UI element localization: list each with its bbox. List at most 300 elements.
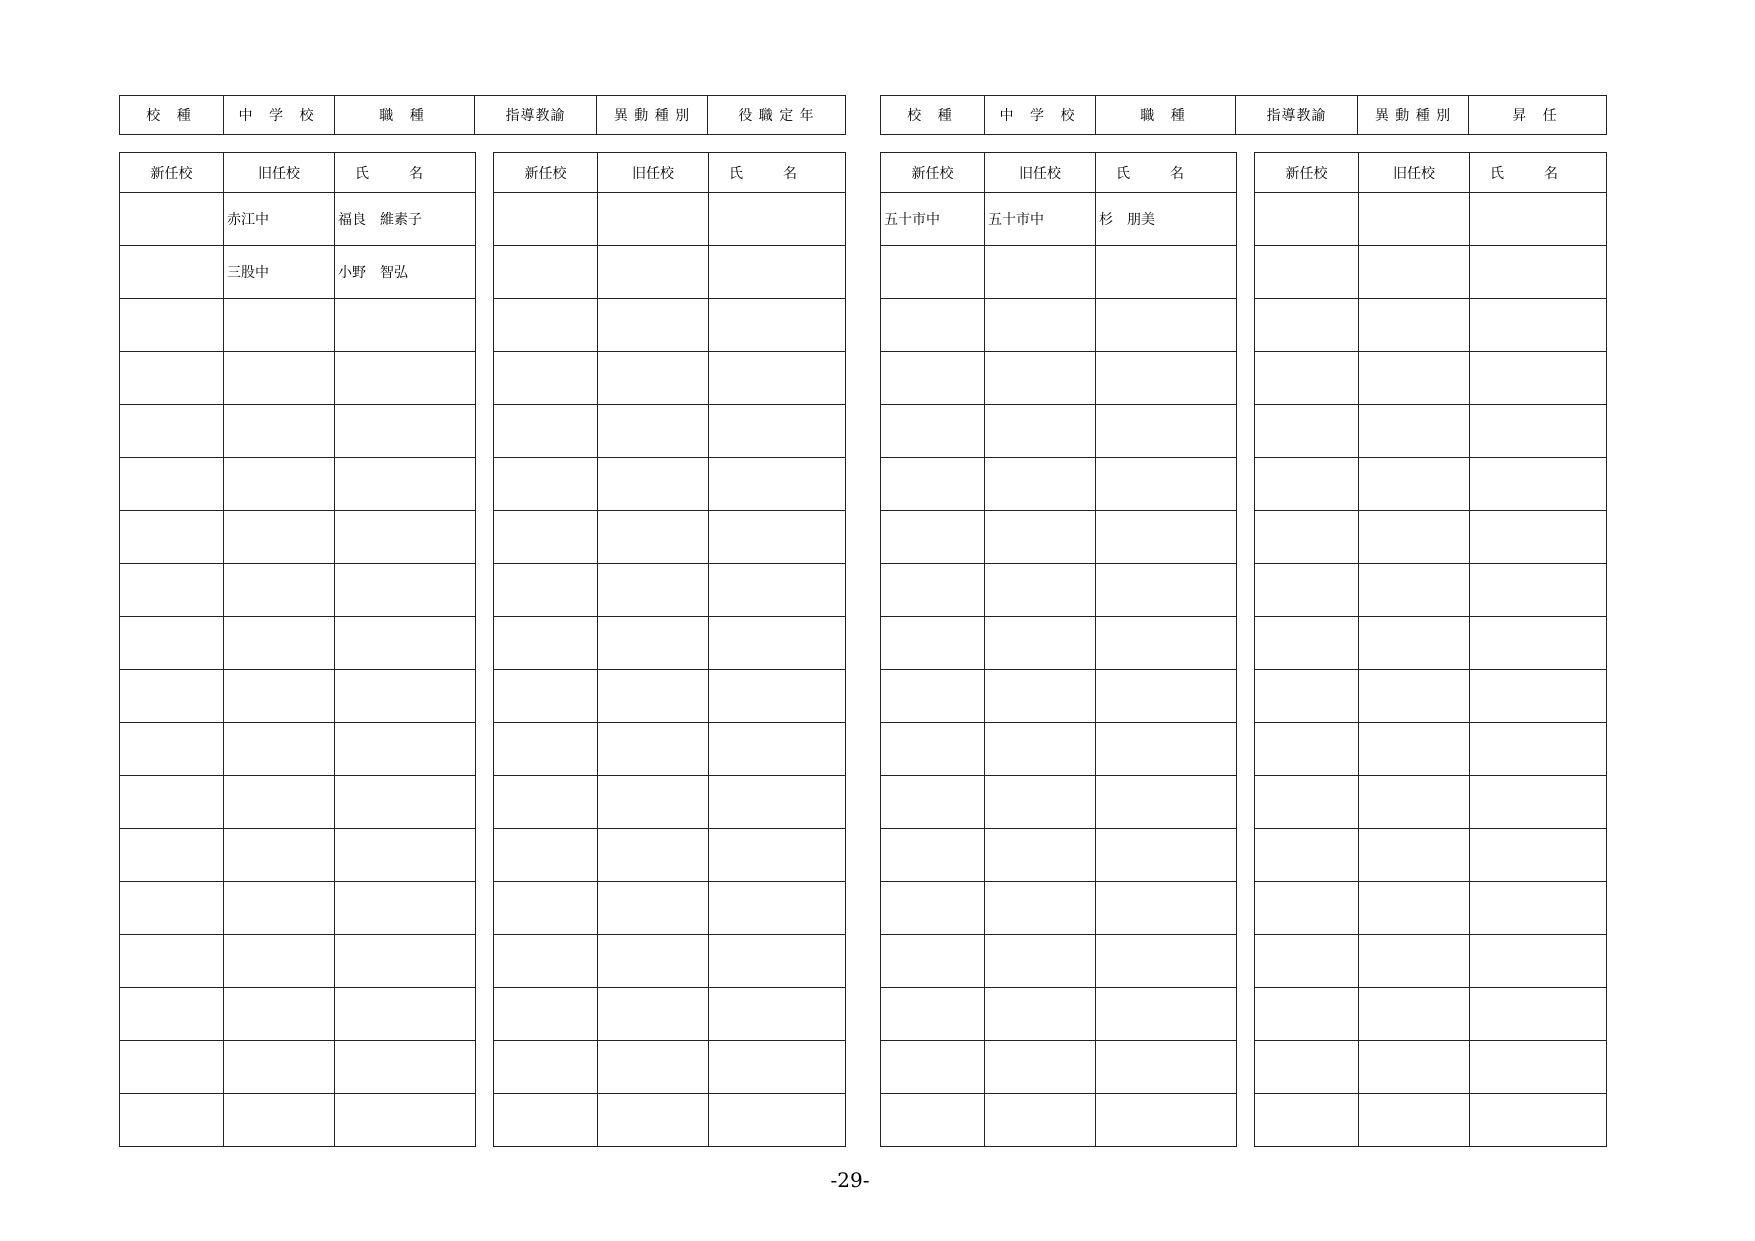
cell-name xyxy=(335,405,476,458)
cell-new-school xyxy=(1255,405,1359,458)
header-job-type-value: 指導教諭 xyxy=(475,96,597,135)
table-row xyxy=(1255,246,1607,299)
table-row xyxy=(494,352,846,405)
cell-old-school xyxy=(224,670,335,723)
table-row xyxy=(1255,670,1607,723)
table-row xyxy=(120,1041,476,1094)
table-row xyxy=(881,617,1237,670)
cell-old-school xyxy=(985,670,1096,723)
cell-name xyxy=(1470,193,1607,246)
cell-new-school xyxy=(120,617,224,670)
cell-new-school xyxy=(120,193,224,246)
table-row xyxy=(881,670,1237,723)
cell-name xyxy=(1470,935,1607,988)
cell-new-school xyxy=(881,829,985,882)
cell-name xyxy=(709,1094,846,1147)
roster-table-4 xyxy=(1254,152,1607,1147)
table-row xyxy=(881,352,1237,405)
table-row xyxy=(1255,458,1607,511)
cell-old-school xyxy=(1359,723,1470,776)
cell-name xyxy=(1470,670,1607,723)
cell-old-school xyxy=(1359,988,1470,1041)
table-row xyxy=(494,511,846,564)
cell-name xyxy=(1470,617,1607,670)
cell-old-school xyxy=(1359,193,1470,246)
cell-old-school xyxy=(1359,670,1470,723)
cell-old-school xyxy=(985,246,1096,299)
cell-old-school xyxy=(598,723,709,776)
cell-old-school xyxy=(598,564,709,617)
cell-old-school xyxy=(985,405,1096,458)
cell-new-school xyxy=(1255,193,1359,246)
header-school-type-value: 中 学 校 xyxy=(224,96,335,135)
cell-new-school xyxy=(881,1094,985,1147)
cell-new-school xyxy=(881,617,985,670)
cell-old-school xyxy=(598,617,709,670)
cell-name xyxy=(1096,829,1237,882)
cell-old-school xyxy=(598,935,709,988)
cell-name xyxy=(709,935,846,988)
table-row xyxy=(881,511,1237,564)
cell-new-school xyxy=(1255,776,1359,829)
table-row xyxy=(494,935,846,988)
table-row xyxy=(881,935,1237,988)
table-row xyxy=(1255,511,1607,564)
cell-old-school xyxy=(598,352,709,405)
column-header-name-part-1: 氏 xyxy=(1116,165,1130,182)
cell-name xyxy=(1096,617,1237,670)
cell-new-school xyxy=(881,935,985,988)
column-header-name-part-2: 名 xyxy=(783,165,797,182)
column-header-name xyxy=(1096,153,1237,193)
cell-name xyxy=(709,193,846,246)
cell-name xyxy=(335,1094,476,1147)
roster-table-3 xyxy=(880,152,1237,1147)
cell-name xyxy=(335,511,476,564)
cell-old-school xyxy=(598,511,709,564)
cell-new-school xyxy=(1255,1094,1359,1147)
table-row xyxy=(120,935,476,988)
column-header-name-part-1: 氏 xyxy=(1490,165,1504,182)
table-row xyxy=(494,564,846,617)
cell-new-school xyxy=(1255,935,1359,988)
cell-name xyxy=(1096,511,1237,564)
cell-name xyxy=(1470,882,1607,935)
cell-new-school xyxy=(1255,723,1359,776)
cell-new-school xyxy=(120,246,224,299)
cell-old-school xyxy=(598,670,709,723)
cell-old-school xyxy=(224,617,335,670)
cell-new-school xyxy=(1255,564,1359,617)
cell-name xyxy=(709,458,846,511)
cell-name xyxy=(1096,723,1237,776)
table-row xyxy=(120,193,476,246)
cell-old-school xyxy=(1359,829,1470,882)
cell-new-school xyxy=(494,670,598,723)
table-row xyxy=(120,988,476,1041)
table-row xyxy=(120,723,476,776)
cell-old-school xyxy=(598,1041,709,1094)
cell-new-school: 五十市中 xyxy=(881,193,985,246)
column-header-new-school: 新任校 xyxy=(120,153,224,193)
table-row xyxy=(494,405,846,458)
cell-old-school xyxy=(224,1094,335,1147)
column-header-new-school: 新任校 xyxy=(1255,153,1359,193)
cell-old-school xyxy=(1359,458,1470,511)
cell-name xyxy=(709,511,846,564)
cell-name xyxy=(709,564,846,617)
table-row xyxy=(120,564,476,617)
cell-old-school xyxy=(224,458,335,511)
cell-old-school xyxy=(598,988,709,1041)
column-header-old-school: 旧任校 xyxy=(224,153,335,193)
table-row xyxy=(494,829,846,882)
cell-new-school xyxy=(494,299,598,352)
cell-name xyxy=(335,299,476,352)
cell-name xyxy=(1096,299,1237,352)
table-row xyxy=(1255,193,1607,246)
table-row xyxy=(881,829,1237,882)
cell-name: 福良 維素子 xyxy=(335,193,476,246)
cell-name xyxy=(1470,564,1607,617)
header-transfer-type-label: 異 動 種 別 xyxy=(1358,96,1469,135)
cell-name xyxy=(335,670,476,723)
cell-name xyxy=(1096,564,1237,617)
cell-new-school xyxy=(881,723,985,776)
cell-name xyxy=(1470,511,1607,564)
cell-new-school xyxy=(881,246,985,299)
cell-name xyxy=(1096,246,1237,299)
table-row xyxy=(1255,617,1607,670)
cell-old-school xyxy=(598,405,709,458)
cell-new-school xyxy=(494,511,598,564)
cell-old-school xyxy=(224,988,335,1041)
table-row xyxy=(881,1041,1237,1094)
cell-new-school xyxy=(494,405,598,458)
cell-name xyxy=(335,352,476,405)
cell-new-school xyxy=(881,776,985,829)
table-row xyxy=(494,193,846,246)
cell-new-school xyxy=(881,670,985,723)
header-job-type-label: 職 種 xyxy=(335,96,475,135)
table-row xyxy=(881,1094,1237,1147)
table-row xyxy=(494,299,846,352)
cell-name xyxy=(1096,988,1237,1041)
cell-new-school xyxy=(1255,246,1359,299)
table-row xyxy=(1255,723,1607,776)
cell-old-school xyxy=(598,299,709,352)
cell-old-school xyxy=(985,299,1096,352)
cell-name xyxy=(1096,458,1237,511)
cell-old-school xyxy=(1359,511,1470,564)
cell-new-school xyxy=(120,935,224,988)
cell-old-school xyxy=(985,988,1096,1041)
table-row xyxy=(494,776,846,829)
cell-new-school xyxy=(120,882,224,935)
table-row xyxy=(120,511,476,564)
table-row xyxy=(120,352,476,405)
cell-name xyxy=(1096,1094,1237,1147)
cell-new-school xyxy=(1255,1041,1359,1094)
cell-old-school xyxy=(1359,246,1470,299)
table-row xyxy=(494,1041,846,1094)
cell-name xyxy=(1470,405,1607,458)
column-header-name-part-2: 名 xyxy=(1170,165,1184,182)
cell-old-school xyxy=(985,352,1096,405)
cell-old-school: 五十市中 xyxy=(985,193,1096,246)
cell-old-school xyxy=(224,935,335,988)
table-row xyxy=(120,617,476,670)
cell-new-school xyxy=(1255,829,1359,882)
cell-new-school xyxy=(1255,458,1359,511)
cell-name xyxy=(1470,1094,1607,1147)
table-row xyxy=(1255,1041,1607,1094)
column-header-name-part-2: 名 xyxy=(1544,165,1558,182)
cell-old-school xyxy=(598,1094,709,1147)
table-row xyxy=(494,723,846,776)
column-header-name-part-2: 名 xyxy=(409,165,423,182)
cell-old-school xyxy=(598,246,709,299)
cell-name xyxy=(1096,405,1237,458)
cell-name xyxy=(1096,935,1237,988)
cell-name xyxy=(1470,723,1607,776)
table-row xyxy=(120,670,476,723)
table-row xyxy=(1255,935,1607,988)
table-row xyxy=(881,882,1237,935)
cell-new-school xyxy=(881,458,985,511)
cell-new-school xyxy=(120,829,224,882)
roster-table-2 xyxy=(493,152,846,1147)
cell-new-school xyxy=(1255,352,1359,405)
cell-new-school xyxy=(494,935,598,988)
cell-name xyxy=(335,776,476,829)
cell-old-school xyxy=(1359,352,1470,405)
cell-old-school xyxy=(224,723,335,776)
cell-old-school xyxy=(224,1041,335,1094)
column-header-old-school: 旧任校 xyxy=(1359,153,1470,193)
cell-new-school xyxy=(120,352,224,405)
cell-name xyxy=(1096,670,1237,723)
cell-name xyxy=(1470,988,1607,1041)
table-row xyxy=(120,246,476,299)
cell-old-school xyxy=(224,882,335,935)
cell-old-school xyxy=(1359,882,1470,935)
cell-name xyxy=(335,723,476,776)
cell-name xyxy=(1096,1041,1237,1094)
cell-old-school xyxy=(224,776,335,829)
cell-old-school xyxy=(598,193,709,246)
table-row xyxy=(881,776,1237,829)
page-number: -29- xyxy=(830,1168,870,1192)
cell-new-school xyxy=(1255,617,1359,670)
cell-name xyxy=(335,617,476,670)
cell-old-school xyxy=(985,935,1096,988)
cell-name: 小野 智弘 xyxy=(335,246,476,299)
cell-new-school xyxy=(881,1041,985,1094)
table-row xyxy=(120,299,476,352)
cell-name xyxy=(709,617,846,670)
cell-old-school xyxy=(598,458,709,511)
cell-old-school xyxy=(224,829,335,882)
cell-new-school xyxy=(881,405,985,458)
cell-name xyxy=(709,723,846,776)
table-row xyxy=(120,458,476,511)
cell-new-school xyxy=(1255,299,1359,352)
table-row xyxy=(1255,988,1607,1041)
cell-name xyxy=(1470,246,1607,299)
table-row xyxy=(120,405,476,458)
header-transfer-type-value: 昇 任 xyxy=(1469,96,1607,135)
cell-new-school xyxy=(120,1041,224,1094)
cell-new-school xyxy=(120,405,224,458)
table-row xyxy=(1255,882,1607,935)
cell-old-school xyxy=(598,882,709,935)
column-header-name xyxy=(1470,153,1607,193)
cell-old-school xyxy=(1359,617,1470,670)
cell-name xyxy=(335,564,476,617)
table-row xyxy=(494,246,846,299)
header-job-type-label: 職 種 xyxy=(1096,96,1236,135)
cell-new-school xyxy=(494,882,598,935)
cell-name xyxy=(709,988,846,1041)
cell-old-school xyxy=(224,352,335,405)
table-row xyxy=(120,1094,476,1147)
table-row xyxy=(494,458,846,511)
table-row xyxy=(881,246,1237,299)
left-header-table xyxy=(119,95,846,135)
cell-name xyxy=(335,882,476,935)
cell-new-school xyxy=(881,988,985,1041)
cell-old-school xyxy=(985,776,1096,829)
column-header-new-school: 新任校 xyxy=(494,153,598,193)
cell-new-school xyxy=(120,511,224,564)
column-header-name-part-1: 氏 xyxy=(729,165,743,182)
table-row xyxy=(881,193,1237,246)
table-row xyxy=(494,670,846,723)
cell-old-school xyxy=(985,564,1096,617)
table-row xyxy=(120,882,476,935)
table-row xyxy=(494,617,846,670)
table-row xyxy=(494,1094,846,1147)
table-row xyxy=(1255,1094,1607,1147)
cell-new-school xyxy=(1255,882,1359,935)
cell-name xyxy=(1470,1041,1607,1094)
column-header-name-part-1: 氏 xyxy=(355,165,369,182)
cell-name xyxy=(1096,882,1237,935)
cell-new-school xyxy=(120,723,224,776)
header-school-type-label: 校 種 xyxy=(881,96,985,135)
cell-new-school xyxy=(120,1094,224,1147)
cell-name xyxy=(709,352,846,405)
table-row xyxy=(120,776,476,829)
table-row xyxy=(1255,405,1607,458)
cell-new-school xyxy=(881,511,985,564)
cell-new-school xyxy=(494,458,598,511)
table-row xyxy=(494,988,846,1041)
roster-table-1 xyxy=(119,152,476,1147)
cell-new-school xyxy=(494,829,598,882)
table-row xyxy=(1255,564,1607,617)
cell-old-school xyxy=(1359,1041,1470,1094)
cell-old-school xyxy=(224,405,335,458)
table-row xyxy=(881,458,1237,511)
cell-new-school xyxy=(881,299,985,352)
cell-name xyxy=(1470,829,1607,882)
table-row xyxy=(1255,829,1607,882)
table-row xyxy=(881,988,1237,1041)
cell-new-school xyxy=(494,617,598,670)
cell-old-school xyxy=(224,511,335,564)
cell-new-school xyxy=(494,564,598,617)
cell-name xyxy=(709,1041,846,1094)
cell-old-school xyxy=(224,564,335,617)
cell-old-school: 赤江中 xyxy=(224,193,335,246)
header-transfer-type-label: 異 動 種 別 xyxy=(597,96,708,135)
column-header-old-school: 旧任校 xyxy=(598,153,709,193)
cell-new-school xyxy=(120,988,224,1041)
header-school-type-label: 校 種 xyxy=(120,96,224,135)
cell-name xyxy=(709,882,846,935)
table-row xyxy=(1255,299,1607,352)
cell-new-school xyxy=(120,564,224,617)
cell-new-school xyxy=(494,246,598,299)
cell-new-school xyxy=(1255,670,1359,723)
table-row xyxy=(881,723,1237,776)
cell-old-school xyxy=(1359,564,1470,617)
table-row xyxy=(881,405,1237,458)
cell-old-school xyxy=(985,1094,1096,1147)
cell-new-school xyxy=(881,352,985,405)
cell-name xyxy=(335,458,476,511)
cell-name xyxy=(1096,776,1237,829)
header-school-type-value: 中 学 校 xyxy=(985,96,1096,135)
table-row xyxy=(120,829,476,882)
cell-new-school xyxy=(494,193,598,246)
cell-name xyxy=(709,829,846,882)
cell-name xyxy=(709,405,846,458)
cell-name xyxy=(1470,299,1607,352)
cell-new-school xyxy=(494,988,598,1041)
table-row xyxy=(1255,776,1607,829)
cell-new-school xyxy=(494,352,598,405)
cell-name xyxy=(1096,352,1237,405)
cell-old-school xyxy=(1359,935,1470,988)
table-row xyxy=(1255,352,1607,405)
column-header-old-school: 旧任校 xyxy=(985,153,1096,193)
cell-new-school xyxy=(1255,988,1359,1041)
cell-name xyxy=(335,935,476,988)
table-row xyxy=(881,564,1237,617)
cell-new-school xyxy=(120,670,224,723)
cell-old-school xyxy=(985,1041,1096,1094)
header-job-type-value: 指導教諭 xyxy=(1236,96,1358,135)
cell-old-school xyxy=(1359,1094,1470,1147)
cell-new-school xyxy=(494,1041,598,1094)
right-header-table xyxy=(880,95,1607,135)
cell-old-school: 三股中 xyxy=(224,246,335,299)
column-header-name xyxy=(335,153,476,193)
cell-old-school xyxy=(598,776,709,829)
cell-new-school xyxy=(120,299,224,352)
cell-name: 杉 朋美 xyxy=(1096,193,1237,246)
cell-new-school xyxy=(494,1094,598,1147)
cell-old-school xyxy=(985,511,1096,564)
table-row xyxy=(494,882,846,935)
cell-old-school xyxy=(985,882,1096,935)
cell-new-school xyxy=(494,723,598,776)
table-row xyxy=(881,299,1237,352)
cell-name xyxy=(335,988,476,1041)
